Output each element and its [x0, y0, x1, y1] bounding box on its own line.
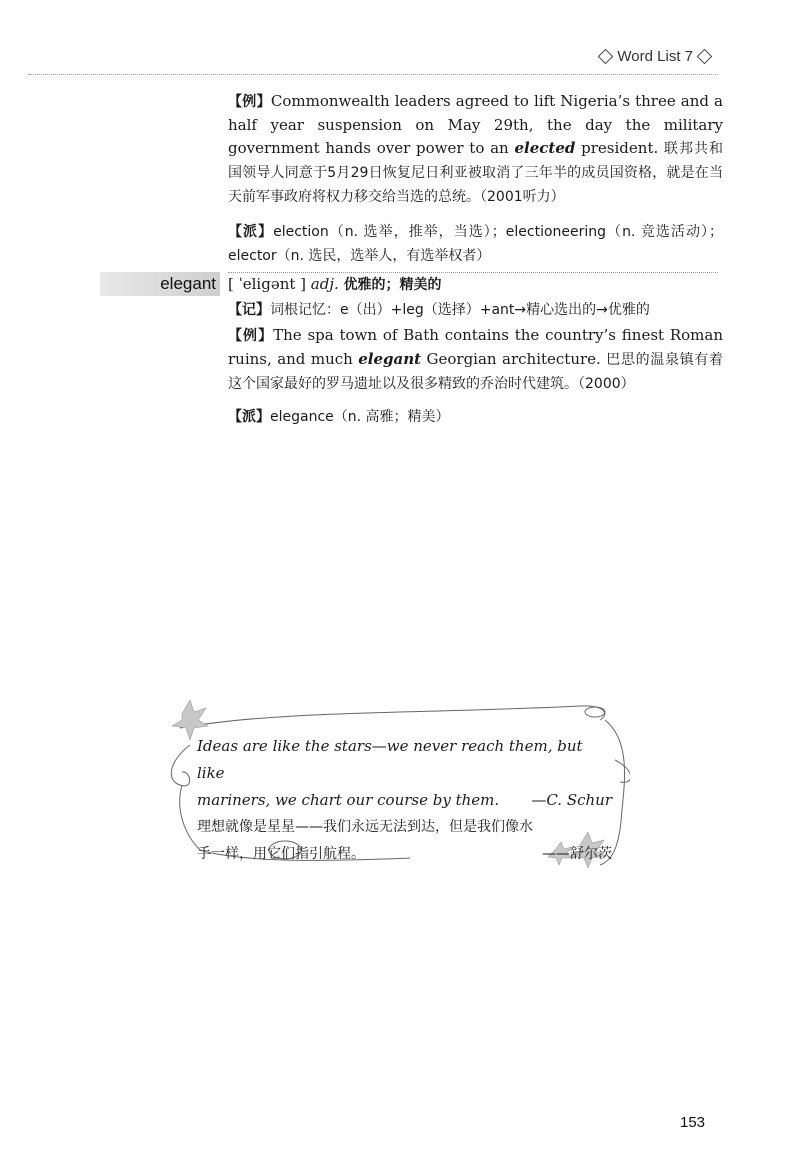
- memory-text: 词根记忆：e（出）+leg（选择）+ant→精心选出的→优雅的: [270, 302, 650, 318]
- part-of-speech: adj.: [310, 275, 339, 293]
- diamond-icon: [598, 49, 614, 65]
- quote-zh-author: ——舒尔茨: [542, 846, 612, 862]
- phonetic: [ ˈeligənt ]: [228, 275, 307, 293]
- prev-derived: [228, 220, 723, 268]
- section-title: Word List 7: [617, 48, 693, 65]
- quote-zh-text: 手一样，用它们指引航程。: [197, 846, 365, 862]
- quote-en-text: mariners, we chart our course by them.: [197, 791, 500, 809]
- memory-line: [228, 298, 723, 322]
- page-number: 153: [680, 1114, 706, 1131]
- headword: elegant: [100, 272, 220, 296]
- header-divider: [28, 74, 718, 75]
- entry-derived: [228, 405, 723, 429]
- example-en-part1: The spa town of Bath contains the country’s finest Roman ruins, and much: [228, 326, 724, 368]
- example-en-part2: president.: [575, 139, 659, 157]
- example-translation: 联邦共和国领导人同意于5月29日恢复尼日利亚被取消了三年半的成员国资格，就是在当天前军事政府将权力移交给当选的总统。: [228, 141, 724, 205]
- meaning: 优雅的；精美的: [343, 277, 442, 293]
- quote-en-line2: [197, 787, 612, 814]
- derived-tag: 【派】: [228, 224, 274, 240]
- derived-tag: 【派】: [228, 409, 270, 425]
- example-en-part2: Georgian architecture.: [421, 350, 601, 368]
- example-source: （2000）: [578, 376, 635, 392]
- quote-en-line1: Ideas are like the stars—we never reach them, but like: [197, 737, 583, 782]
- diamond-icon: [697, 49, 713, 65]
- example-en-part1: Commonwealth leaders agreed to lift Nigeria’s three and a half year suspension on May 29th, the day the military government hands over power to an: [228, 92, 723, 157]
- example-keyword: elegant: [358, 350, 422, 368]
- example-tag: 【例】: [228, 94, 271, 110]
- entry-headline: [228, 273, 723, 297]
- quote-en-author: —C. Schur: [531, 791, 612, 809]
- quote-zh-line2: [197, 841, 612, 868]
- memory-tag: 【记】: [228, 302, 270, 318]
- derived-text: election（n. 选举，推举，当选）；electioneering（n. 竞选活动）；elector（n. 选民，选举人，有选举权者）: [228, 224, 723, 264]
- entry-example: [228, 324, 723, 396]
- example-translation: 巴思的温泉镇有着这个国家最好的罗马遗址以及很多精致的乔治时代建筑。: [228, 352, 723, 392]
- quote-zh-line1: 理想就像是星星——我们永远无法到达，但是我们像水: [197, 819, 533, 835]
- prev-example: [228, 90, 723, 209]
- example-keyword: elected: [514, 139, 576, 157]
- running-header: [0, 48, 716, 74]
- quote-english: [197, 733, 612, 868]
- example-source: （2001听力）: [480, 189, 565, 205]
- derived-text: elegance（n. 高雅；精美）: [270, 409, 450, 425]
- example-tag: 【例】: [228, 328, 274, 344]
